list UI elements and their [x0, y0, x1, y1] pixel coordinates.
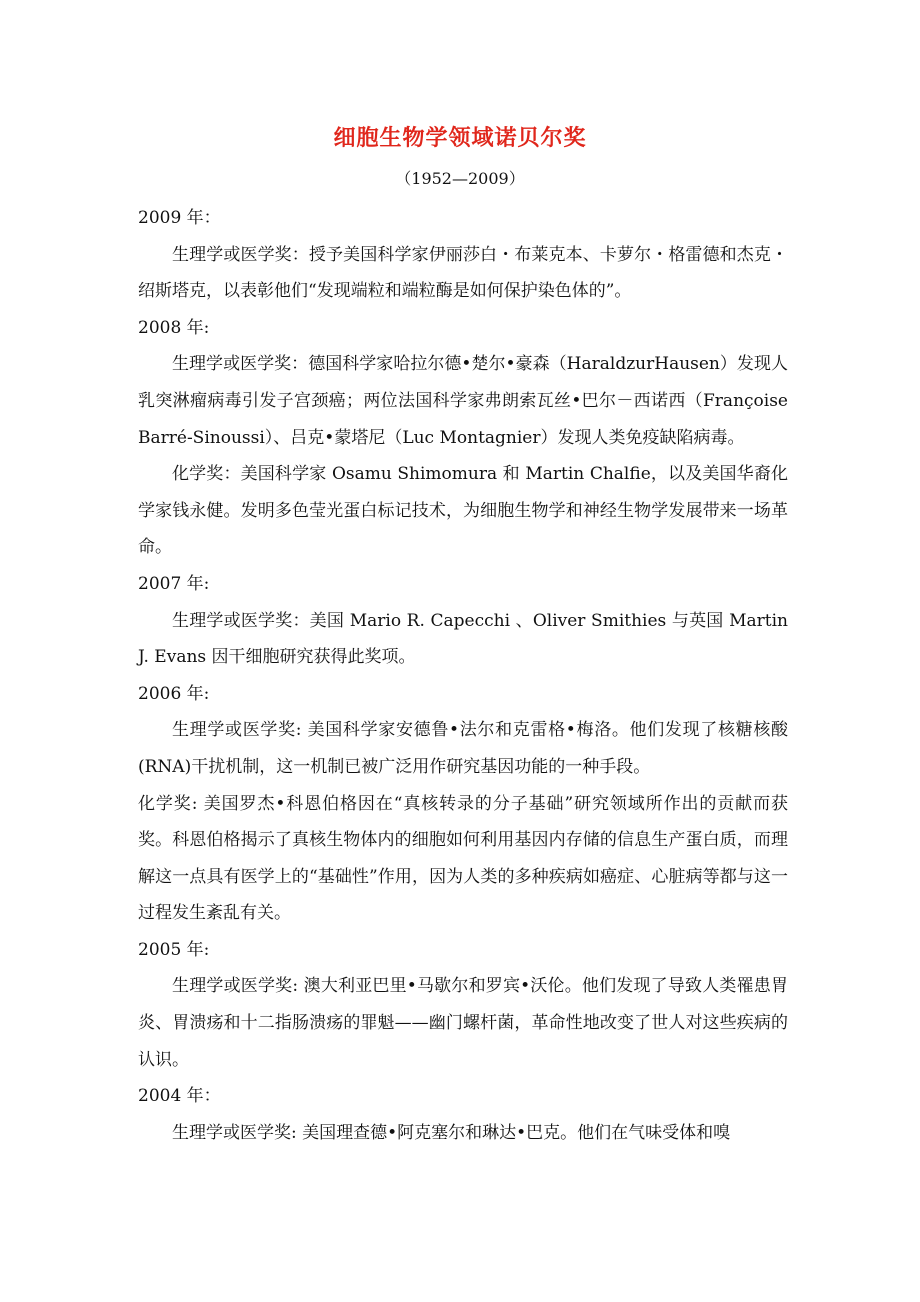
document-subtitle: （1952—2009）	[395, 169, 525, 188]
document-body	[138, 200, 788, 1151]
year-heading: 2007 年:	[138, 573, 210, 594]
paragraph: 生理学或医学奖: 美国理查德•阿克塞尔和琳达•巴克。他们在气味受体和嗅	[172, 1122, 731, 1143]
year-heading: 2005 年:	[138, 939, 210, 960]
paragraph: 生理学或医学奖: 澳大利亚巴里•马歇尔和罗宾•沃伦。他们发现了导致人类罹患胃炎、胃溃疡和十二指肠溃疡的罪魁——幽门螺杆菌，革命性地改变了世人对这些疾病的认识。	[138, 976, 788, 1070]
year-heading: 2004 年：	[138, 1086, 221, 1107]
paragraph: 生理学或医学奖：美国 Mario R. Capecchi 、Oliver Smithies 与英国 Martin J. Evans 因干细胞研究获得此奖项。	[138, 610, 788, 668]
paragraph: 生理学或医学奖：授予美国科学家伊丽莎白・布莱克本、卡萝尔・格雷德和杰克・绍斯塔克，以表彰他们“发现端粒和端粒酶是如何保护染色体的”。	[138, 244, 788, 302]
paragraph: 化学奖: 美国罗杰•科恩伯格因在“真核转录的分子基础”研究领域所作出的贡献而获奖。科恩伯格揭示了真核生物体内的细胞如何利用基因内存储的信息生产蛋白质，而理解这一点具有医学上的“基础性”作用，因为人类的多种疾病如癌症、心脏病等都与这一过程发生紊乱有关。	[138, 793, 788, 924]
year-heading: 2006 年:	[138, 683, 210, 704]
paragraph: 生理学或医学奖: 美国科学家安德鲁•法尔和克雷格•梅洛。他们发现了核糖核酸(RNA)干扰机制，这一机制已被广泛用作研究基因功能的一种手段。	[138, 720, 788, 777]
document-title: 细胞生物学领域诺贝尔奖	[333, 125, 587, 151]
year-heading: 2009 年：	[138, 208, 221, 228]
year-heading: 2008 年:	[138, 317, 210, 338]
paragraph: 化学奖：美国科学家 Osamu Shimomura 和 Martin Chalfie，以及美国华裔化学家钱永健。发明多色莹光蛋白标记技术，为细胞生物学和神经生物学发展带来一场革命。	[138, 464, 788, 558]
paragraph: 生理学或医学奖：德国科学家哈拉尔德•楚尔•豪森（HaraldzurHausen）发现人乳突淋瘤病毒引发子宫颈癌；两位法国科学家弗朗索瓦丝•巴尔－西诺西（Françoise Barré-Sinoussi）、吕克•蒙塔尼（Luc Montagnier）发现人类免疫缺陷病毒。	[138, 354, 788, 448]
